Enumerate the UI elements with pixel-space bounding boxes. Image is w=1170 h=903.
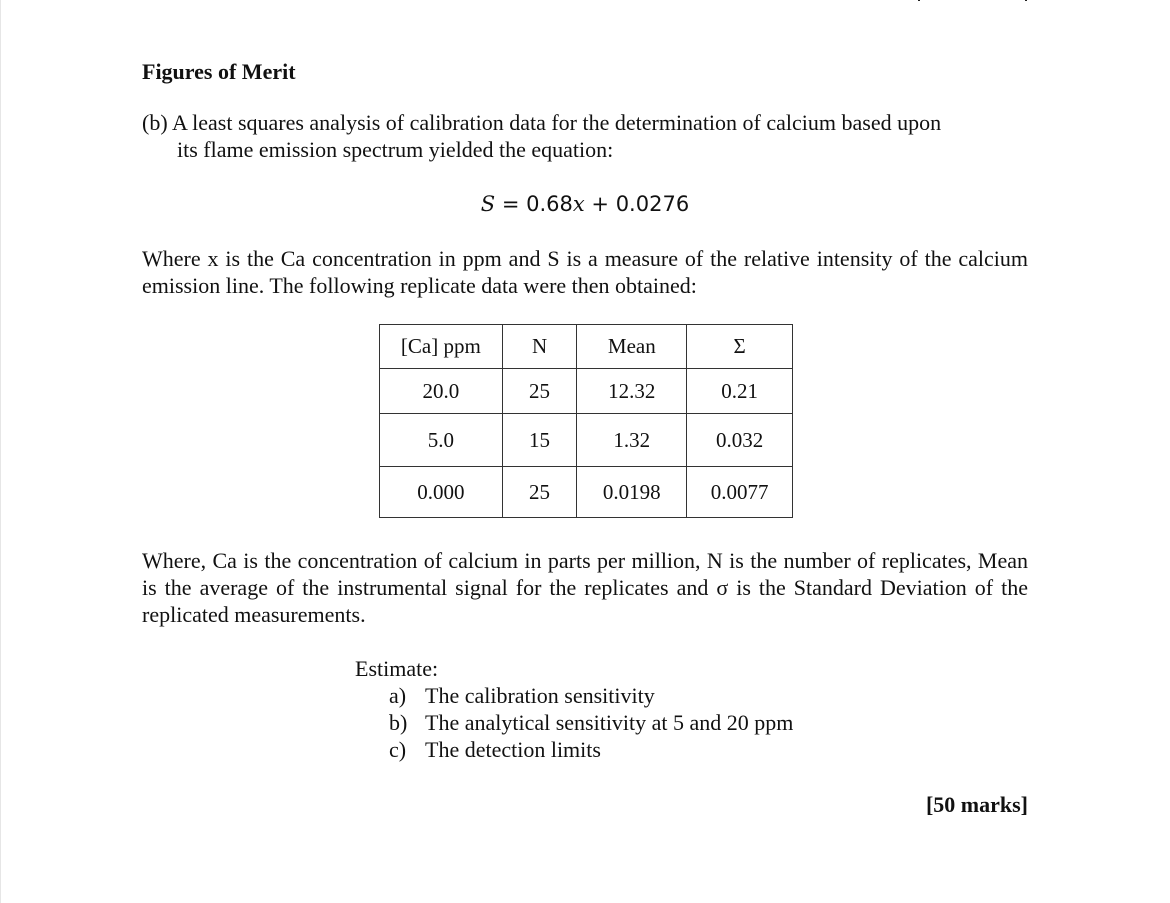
cell-n: 25: [502, 467, 577, 518]
top-bracket-right: [1025, 0, 1027, 1]
cell-sigma: 0.21: [687, 369, 793, 414]
cell-ca: 20.0: [380, 369, 503, 414]
list-marker: a): [389, 683, 407, 708]
header-ca-ppm: [Ca] ppm: [380, 325, 503, 369]
equation-lhs: S: [480, 192, 496, 216]
cell-n: 15: [502, 414, 577, 467]
cell-mean: 0.0198: [577, 467, 687, 518]
list-text: The detection limits: [425, 737, 601, 762]
description-paragraph: Where, Ca is the concentration of calcium in parts per million, N is the number of replicates, Mean is the average of the instrumental signal for the replicates and σ is the Standard Deviation of the replicated measurements.: [142, 548, 1028, 627]
table-header-row: [380, 325, 793, 369]
question-b-line2: its flame emission spectrum yielded the equation:: [177, 137, 614, 162]
question-b-line1: A least squares analysis of calibration data for the determination of calcium based upon: [171, 110, 942, 135]
table-row: [380, 414, 793, 467]
marks-label: [50 marks]: [925, 792, 1028, 817]
header-n: N: [502, 325, 577, 369]
cell-mean: 1.32: [577, 414, 687, 467]
list-text: The analytical sensitivity at 5 and 20 ppm: [425, 710, 794, 735]
cell-ca: 5.0: [380, 414, 503, 467]
list-item: [389, 709, 793, 736]
question-b-intro: [142, 109, 1028, 163]
header-mean: Mean: [577, 325, 687, 369]
replicate-data-table: [379, 324, 793, 518]
estimate-block: [355, 655, 793, 763]
list-item: [389, 682, 793, 709]
list-marker: b): [389, 710, 408, 735]
cell-sigma: 0.0077: [687, 467, 793, 518]
equation-x: x: [572, 192, 585, 216]
cell-mean: 12.32: [577, 369, 687, 414]
page-edge: [0, 0, 1, 903]
section-heading: Figures of Merit: [142, 59, 296, 84]
equation-rhs-part1: = 0.68: [495, 192, 573, 216]
calibration-equation: [0, 190, 1170, 218]
top-bracket-left: [918, 0, 920, 1]
question-b-label: (b): [142, 110, 168, 135]
cell-n: 25: [502, 369, 577, 414]
list-marker: c): [389, 737, 407, 762]
list-text: The calibration sensitivity: [425, 683, 655, 708]
estimate-title: Estimate:: [355, 656, 439, 681]
table-row: [380, 467, 793, 518]
estimate-list: [355, 682, 793, 763]
cell-sigma: 0.032: [687, 414, 793, 467]
table-row: [380, 369, 793, 414]
cell-ca: 0.000: [380, 467, 503, 518]
where-paragraph: Where x is the Ca concentration in ppm and S is a measure of the relative intensity of the calcium emission line. The following replicate data were then obtained:: [142, 246, 1028, 298]
list-item: [389, 736, 793, 763]
header-sigma: Σ: [687, 325, 793, 369]
equation-rhs-part2: + 0.0276: [584, 192, 690, 216]
